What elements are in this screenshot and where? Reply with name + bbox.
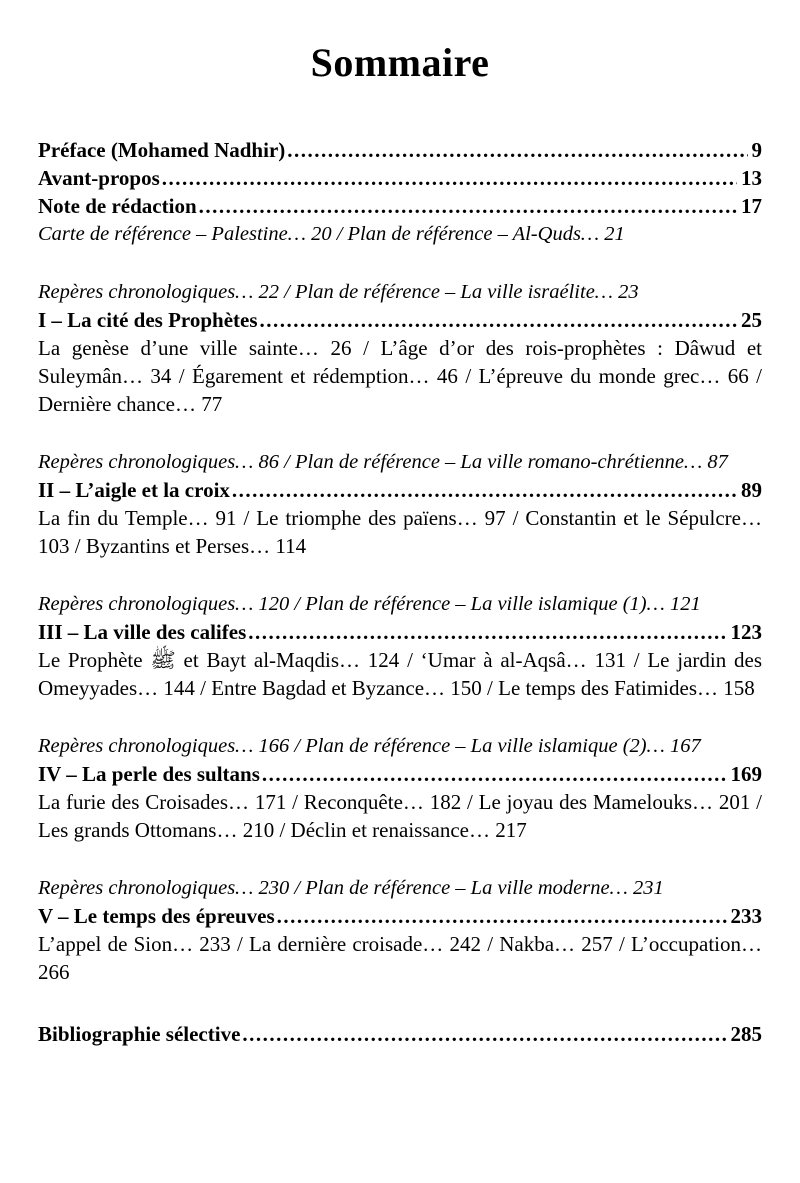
chapter-sections: La genèse d’une ville sainte… 26 / L’âge d’or des rois-prophètes : Dâwud et Suleymân… 34 / Égarement et rédemption… 46 / L’épreuve du monde grec… 66 / Dernière chance… 77 [38, 336, 762, 416]
chapter-title-line [38, 760, 762, 788]
chapter-title: II – L’aigle et la croix [38, 478, 230, 502]
chapter-group-2 [38, 448, 762, 560]
chapter-group-3 [38, 590, 762, 702]
toc-entry-avant-propos [38, 164, 762, 192]
dot-leader [162, 164, 737, 192]
toc-entry-note-de-redaction [38, 192, 762, 220]
chapter-title-line [38, 902, 762, 930]
reference-line: Repères chronologiques… 120 / Plan de référence – La ville islamique (1)… 121 [38, 593, 701, 615]
dot-leader [260, 306, 737, 334]
reference-line: Repères chronologiques… 86 / Plan de référence – La ville romano-chrétienne… 87 [38, 451, 728, 473]
reference-line: Carte de référence – Palestine… 20 / Plan de référence – Al-Quds… 21 [38, 223, 625, 245]
chapter-page-number: 123 [730, 620, 762, 644]
chapter-group-1 [38, 278, 762, 418]
dot-leader [248, 618, 726, 646]
dot-leader [277, 902, 727, 930]
toc-entry-preface [38, 136, 762, 164]
dot-leader [232, 476, 737, 504]
toc-entry-bibliography [38, 1020, 762, 1048]
chapter-title: IV – La perle des sultans [38, 762, 260, 786]
dot-leader [287, 136, 747, 164]
page-title: Sommaire [310, 40, 490, 85]
reference-line: Repères chronologiques… 22 / Plan de référence – La ville israélite… 23 [38, 281, 639, 303]
chapter-group-5 [38, 874, 762, 986]
chapter-page-number: 89 [741, 478, 762, 502]
bibliography-group [38, 1020, 762, 1048]
chapter-page-number: 233 [730, 904, 762, 928]
entry-label: Avant-propos [38, 166, 160, 190]
chapter-title: III – La ville des califes [38, 620, 247, 644]
chapter-title: I – La cité des Prophètes [38, 308, 258, 332]
dot-leader [262, 760, 727, 788]
chapter-page-number: 25 [741, 308, 762, 332]
entry-label: Note de rédaction [38, 194, 197, 218]
reference-line: Repères chronologiques… 166 / Plan de référence – La ville islamique (2)… 167 [38, 735, 701, 757]
chapter-page-number: 169 [730, 762, 762, 786]
chapter-title-line [38, 618, 762, 646]
chapter-title-line [38, 476, 762, 504]
toc-page [0, 40, 800, 1183]
entry-label: Préface (Mohamed Nadhir) [38, 138, 286, 162]
entry-page-number: 13 [741, 166, 762, 190]
entry-label: Bibliographie sélective [38, 1022, 241, 1046]
reference-line: Repères chronologiques… 230 / Plan de référence – La ville moderne… 231 [38, 877, 664, 899]
chapter-title-line [38, 306, 762, 334]
dot-leader [199, 192, 737, 220]
entry-page-number: 17 [741, 194, 762, 218]
front-matter-group [38, 136, 762, 248]
chapter-sections: La fin du Temple… 91 / Le triomphe des païens… 97 / Constantin et le Sépulcre… 103 / Byzantins et Perses… 114 [38, 506, 762, 558]
chapter-sections: L’appel de Sion… 233 / La dernière croisade… 242 / Nakba… 257 / L’occupation… 266 [38, 932, 762, 984]
chapter-title: V – Le temps des épreuves [38, 904, 275, 928]
entry-page-number: 285 [730, 1022, 762, 1046]
chapter-sections: La furie des Croisades… 171 / Reconquête… 182 / Le joyau des Mamelouks… 201 / Les grands Ottomans… 210 / Déclin et renaissance… 217 [38, 790, 762, 842]
chapter-group-4 [38, 732, 762, 844]
chapter-sections: Le Prophète ﷺ et Bayt al-Maqdis… 124 / ‘Umar à al-Aqsâ… 131 / Le jardin des Omeyyades… 144 / Entre Bagdad et Byzance… 150 / Le temps des Fatimides… 158 [38, 648, 763, 700]
dot-leader [242, 1020, 726, 1048]
entry-page-number: 9 [751, 138, 762, 162]
